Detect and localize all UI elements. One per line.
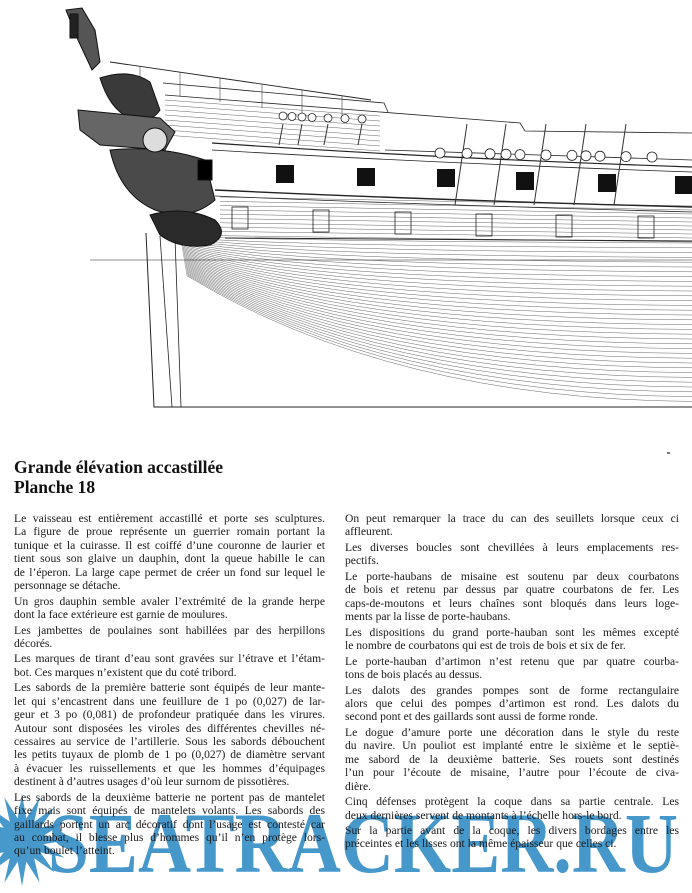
deadeye [621, 152, 631, 162]
plank-line [184, 262, 692, 348]
upper-plank-line [220, 219, 692, 227]
text-line: Les sabords de la première batterie sont équipés de leur mante- [14, 681, 325, 695]
text-line: dière. [345, 779, 372, 793]
forecastle-plank-line [165, 100, 380, 116]
paragraph [345, 795, 679, 822]
plank-line [182, 249, 692, 296]
text-line: l’un pour l’écoute de misaine, l’autre pour l’écoute de civa- [345, 766, 679, 780]
deadeye [298, 113, 306, 121]
text-line: le nombre de courbatons qui est de trois de bois et six de fer. [345, 639, 626, 653]
lower-gunport [476, 214, 492, 236]
gunport [437, 169, 455, 187]
text-line: gaillards portent un arc décoratif dont l’usage est contesté car [14, 817, 325, 831]
plank-line [183, 254, 692, 315]
text-line: personnage se détache. [14, 578, 121, 592]
chain-plate [298, 124, 302, 145]
lower-gunport [556, 215, 572, 237]
text-line: alors que celui des pompes d’artimon est rond. Les dalots du [345, 697, 679, 711]
ship-elevation-drawing [0, 0, 692, 440]
paragraph [14, 512, 325, 592]
text-line: cessaires au service de l’artillerie. Sous les sabords débouchent [14, 735, 325, 748]
deadeye [647, 152, 657, 162]
text-line: Les dalots des grandes pompes sont de forme rectangulaire [345, 683, 679, 697]
text-line: Le porte-haubans de misaine est soutenu par deux courbatons [345, 569, 679, 583]
text-line: caps-de-moutons et leurs chaînes sont bloqués dans leurs loge- [345, 596, 679, 610]
plank-line [184, 261, 692, 344]
deadeye [288, 113, 296, 121]
deadeye [515, 150, 525, 160]
section-heading [14, 457, 223, 497]
paragraph [14, 791, 325, 858]
text-line: geur et 3 po (0,081) de profondeur pratiquée dans les virures. [14, 708, 325, 722]
text-line: second pont et des gaillards sont aussi de forme ronde. [345, 710, 599, 724]
text-line: bot. Ces marques n’existent que du coté tribord. [14, 665, 237, 679]
deadeye [358, 115, 366, 123]
deadeye [485, 149, 495, 159]
plank-line [186, 273, 692, 392]
deadeye [567, 150, 577, 160]
paragraph [345, 541, 679, 568]
text-line: destinent à d’autres usages d’où leur surnom de pissotières. [14, 775, 290, 789]
upper-plank-line [220, 227, 692, 234]
text-line: préceintes et les lisses ont la même épaisseur que celles ci. [345, 837, 617, 851]
paragraph [345, 570, 679, 624]
chain-plate [279, 124, 283, 145]
text-line: à évacuer les ruissellements et que les hommes d’équipages [14, 761, 325, 775]
text-line: Cinq défenses protègent la coque dans sa partie centrale. Les [345, 795, 679, 809]
deadeye [279, 112, 287, 120]
gunport [357, 168, 375, 186]
deadeye [324, 114, 332, 122]
plank-line [185, 264, 692, 354]
right-text-column [345, 512, 679, 853]
paragraph [345, 512, 679, 539]
deadeye [341, 115, 349, 123]
text-line: me sabord de la deuxième batterie. Ses rouets sont destinés [345, 752, 679, 766]
text-line: tunique et la cuirasse. Il est coiffé d’une couronne de laurier et [14, 538, 325, 552]
deadeyes [279, 112, 657, 162]
text-line: les petits tuyaux de plomb de 1 po (0,027) de diamètre servant [14, 748, 325, 762]
text-line: affleurent. [345, 525, 393, 539]
text-line: Les sabords de la deuxième batterie ne portent pas de mantelet [14, 790, 325, 804]
text-line: dont la face extérieure est garnie de moulures. [14, 607, 228, 621]
text-line: Le porte-hauban d’artimon n’est retenu que par quatre courba- [345, 654, 679, 668]
text-line: Un gros dauphin semble avaler l’extrémité de la grande herpe [14, 594, 325, 608]
text-line: de l’éperon. La large cape permet de créer un fond sur lequel le [14, 565, 325, 579]
forecastle-plank-line [165, 120, 380, 136]
heading-title: Grande élévation accastillée [14, 457, 223, 477]
paragraph [14, 624, 325, 651]
paragraph [14, 681, 325, 788]
deadeye [435, 148, 445, 158]
deadeye [308, 114, 316, 122]
watermark-text: SEATRACKER.RU [48, 795, 678, 891]
deadeye [501, 149, 511, 159]
paragraph [345, 655, 679, 682]
text-line: qu’un boulet l’atteint. [14, 844, 115, 858]
gunport [276, 165, 294, 183]
chain-plate [534, 124, 546, 205]
text-line: deux dernières servent de montants à l’échelle hors-le bord. [345, 808, 622, 822]
text-line: Les diverses boucles sont chevillées à leurs emplacements res- [345, 540, 679, 554]
gunport [516, 172, 534, 190]
text-line: pectifs. [345, 554, 379, 568]
text-line: Autour sont disposées les viroles des différentes chevilles né- [14, 721, 325, 735]
paragraph [345, 626, 679, 653]
text-line: Les marques de tirant d’eau sont gravées sur l’étrave et l’étam- [14, 652, 325, 666]
plank-line [186, 272, 692, 387]
chain-plate [574, 124, 586, 205]
text-line: au combat, il blesse plus d’hommes qu’il n’en protège lors- [14, 830, 325, 844]
text-line: La figure de proue représente un guerrier romain portant la [14, 525, 325, 539]
figurehead-carving [66, 8, 221, 246]
forecastle-plank-line [165, 125, 380, 141]
lower-gunports [232, 207, 654, 238]
upper-plank-line [220, 223, 692, 230]
text-line: de bois et retenu par dessus par quatre courbatons de fer. Les [345, 583, 679, 597]
plank-line [186, 271, 692, 382]
paragraph [14, 595, 325, 622]
paragraph [14, 652, 325, 679]
deadeye [541, 150, 551, 160]
lower-gunport [638, 216, 654, 238]
paragraph [345, 726, 679, 793]
deadeye [462, 148, 472, 158]
heading-subtitle: Planche 18 [14, 477, 96, 497]
lower-gunport [395, 212, 411, 234]
left-text-column [14, 512, 325, 860]
text-line: décorés. [14, 636, 53, 650]
text-line: Le dogue d’amure porte une décoration dans le style du reste [345, 725, 679, 739]
text-line: Le vaisseau est entièrement accastillé et porte ses sculptures. [14, 512, 325, 525]
text-line: On peut remarquer la trace du can des seuillets lorsque ceux ci [345, 512, 679, 525]
gunport [598, 174, 616, 192]
scan-speck [667, 452, 670, 454]
forecastle-plank-line [165, 130, 380, 146]
chain-plate [455, 124, 467, 205]
deadeye [581, 151, 591, 161]
plank-line [181, 240, 692, 258]
text-line: let qui s’encastrent dans une feuillure de 1 po (0,027) de lar- [14, 694, 325, 708]
text-line: ments par la lisse de porte-haubans. [345, 610, 511, 624]
text-line: fixe mais sont équipés de mantelets volants. Les sabords des [14, 804, 325, 818]
text-line: tons de bois placés au dessus. [345, 668, 483, 682]
plank-line [181, 244, 692, 276]
plank-line [185, 267, 692, 368]
text-line: Les jambettes de poulaines sont habillées par des herpillons [14, 623, 325, 637]
upper-plank-line [220, 210, 692, 218]
deadeye [595, 151, 605, 161]
gunport [675, 176, 692, 194]
forecastle-plank-line [165, 135, 380, 151]
text-line: tient sous son glaive un dauphin, dont la queue habille le can [14, 552, 325, 566]
upper-plank-line [220, 214, 692, 222]
plank-line [181, 241, 692, 262]
paragraph [345, 684, 679, 724]
upper-plank-line [220, 231, 692, 238]
gunports [194, 162, 692, 194]
text-line: Sur la partie avant de la coque, les divers bordages entre les [345, 824, 679, 838]
text-line: Les dispositions du grand porte-hauban sont les mêmes excepté [345, 625, 679, 639]
text-line: du navire. Un pouliot est implanté entre le sixième et le septiè- [345, 739, 679, 753]
paragraph [345, 824, 679, 851]
